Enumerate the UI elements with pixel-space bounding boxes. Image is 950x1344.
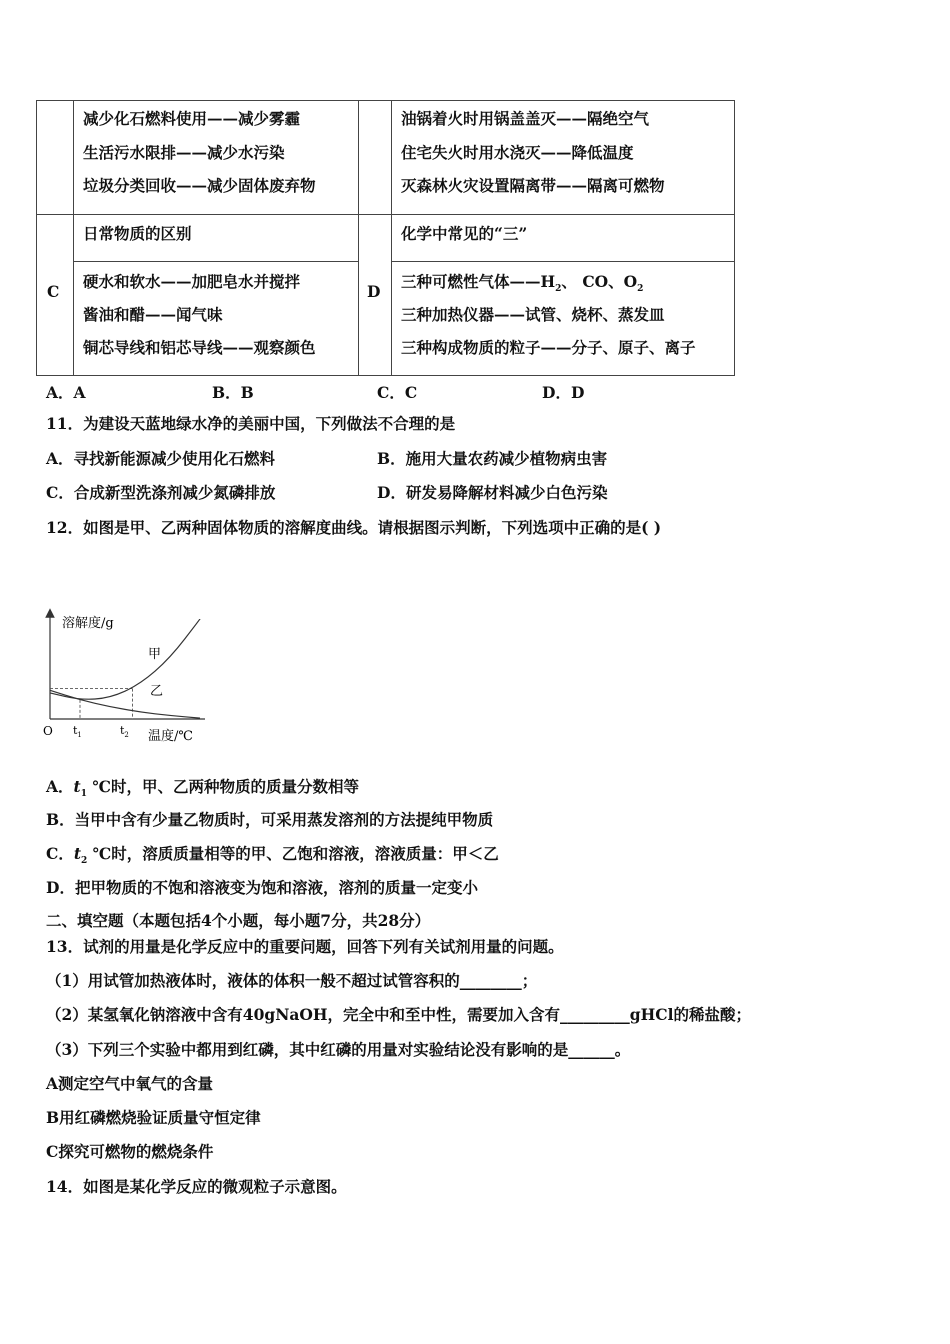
q12-option-c: C．$t_2$ ℃时，溶质质量相等的甲、乙饱和溶液，溶液质量：甲＜乙	[46, 844, 499, 867]
q10-option-c: C．C	[377, 383, 418, 402]
q13-part-1: （1）用试管加热液体时，液体的体积一般不超过试管容积的________；	[46, 971, 538, 990]
q13-option-b: B用红磷燃烧验证质量守恒定律	[46, 1108, 261, 1127]
table-cell-text: 三种加热仪器——试管、烧杯、蒸发皿	[401, 305, 665, 324]
table-cell-text: 油锅着火时用锅盖盖灭——隔绝空气	[401, 109, 650, 128]
series-line-yi	[50, 690, 200, 718]
q14-stem: 14．如图是某化学反应的微观粒子示意图。	[46, 1177, 347, 1196]
q11-option-b: B．施用大量农药减少植物病虫害	[377, 449, 608, 468]
q11-option-c: C．合成新型洗涤剂减少氮磷排放	[46, 483, 276, 502]
tick-label-t2: $t_2$	[120, 724, 129, 739]
q10-option-a: A．A	[46, 383, 86, 402]
q13-option-c: C探究可燃物的燃烧条件	[46, 1142, 214, 1161]
table-cell-text: 硬水和软水——加肥皂水并搅拌	[83, 272, 301, 291]
table-cell-header: 日常物质的区别	[83, 224, 192, 243]
q12-option-b: B．当甲中含有少量乙物质时，可采用蒸发溶剂的方法提纯甲物质	[46, 810, 494, 829]
q13-part-2: （2）某氢氧化钠溶液中含有40gNaOH，完全中和至中性，需要加入含有_________gHCl的稀盐酸；	[46, 1005, 752, 1024]
table-cell-text: 三种可燃性气体$——H_2$、 CO、$O_2$	[401, 272, 644, 295]
y-axis-label: 溶解度/g	[62, 616, 114, 631]
table-divider	[391, 261, 734, 262]
q13-part-3: （3）下列三个实验中都用到红磷，其中红磷的用量对实验结论没有影响的是______。	[46, 1040, 631, 1059]
series-label-yi: 乙	[150, 684, 164, 699]
table-cell-text: 生活污水限排——减少水污染	[83, 143, 285, 162]
table-cell-header: 化学中常见的“三”	[401, 224, 528, 243]
q13-stem: 13．试剂的用量是化学反应中的重要问题，回答下列有关试剂用量的问题。	[46, 937, 564, 956]
q11-option-d: D．研发易降解材料减少白色污染	[377, 483, 608, 502]
q10-option-b: B．B	[212, 383, 254, 402]
table-divider	[391, 101, 392, 375]
table-cell-text: 减少化石燃料使用——减少雾霾	[83, 109, 301, 128]
table-cell-text: 三种构成物质的粒子——分子、原子、离子	[401, 338, 696, 357]
row-label-d: D	[367, 282, 381, 301]
q12-option-a: A．$t_1$ ℃时，甲、乙两种物质的质量分数相等	[46, 777, 359, 800]
series-label-jia: 甲	[148, 647, 162, 662]
table-divider	[37, 214, 734, 215]
section-heading: 二、填空题（本题包括4个小题，每小题7分，共28分）	[46, 911, 431, 930]
knowledge-table	[36, 100, 735, 376]
origin-label: O	[43, 724, 53, 738]
table-divider	[73, 101, 74, 375]
q12-option-d: D．把甲物质的不饱和溶液变为饱和溶液，溶剂的质量一定变小	[46, 878, 478, 897]
q13-option-a: A测定空气中氧气的含量	[46, 1074, 214, 1093]
table-divider	[73, 261, 358, 262]
q10-option-d: D．D	[542, 383, 585, 402]
tick-label-t1: $t_1$	[73, 724, 82, 739]
q12-stem: 12．如图是甲、乙两种固体物质的溶解度曲线。请根据图示判断，下列选项中正确的是( )	[46, 518, 662, 537]
table-cell-text: 垃圾分类回收——减少固体废弃物	[83, 176, 316, 195]
x-axis-label: 温度/℃	[148, 729, 193, 744]
table-cell-text: 铜芯导线和铝芯导线——观察颜色	[83, 338, 316, 357]
table-cell-text: 酱油和醋——闻气味	[83, 305, 223, 324]
row-label-c: C	[47, 282, 60, 301]
table-divider	[358, 101, 359, 375]
solubility-chart	[40, 605, 210, 747]
q11-option-a: A．寻找新能源减少使用化石燃料	[46, 449, 276, 468]
q11-stem: 11．为建设天蓝地绿水净的美丽中国，下列做法不合理的是	[46, 414, 456, 433]
series-line-jia	[50, 619, 200, 699]
table-cell-text: 灭森林火灾设置隔离带——隔离可燃物	[401, 176, 665, 195]
table-cell-text: 住宅失火时用水浇灭——降低温度	[401, 143, 634, 162]
